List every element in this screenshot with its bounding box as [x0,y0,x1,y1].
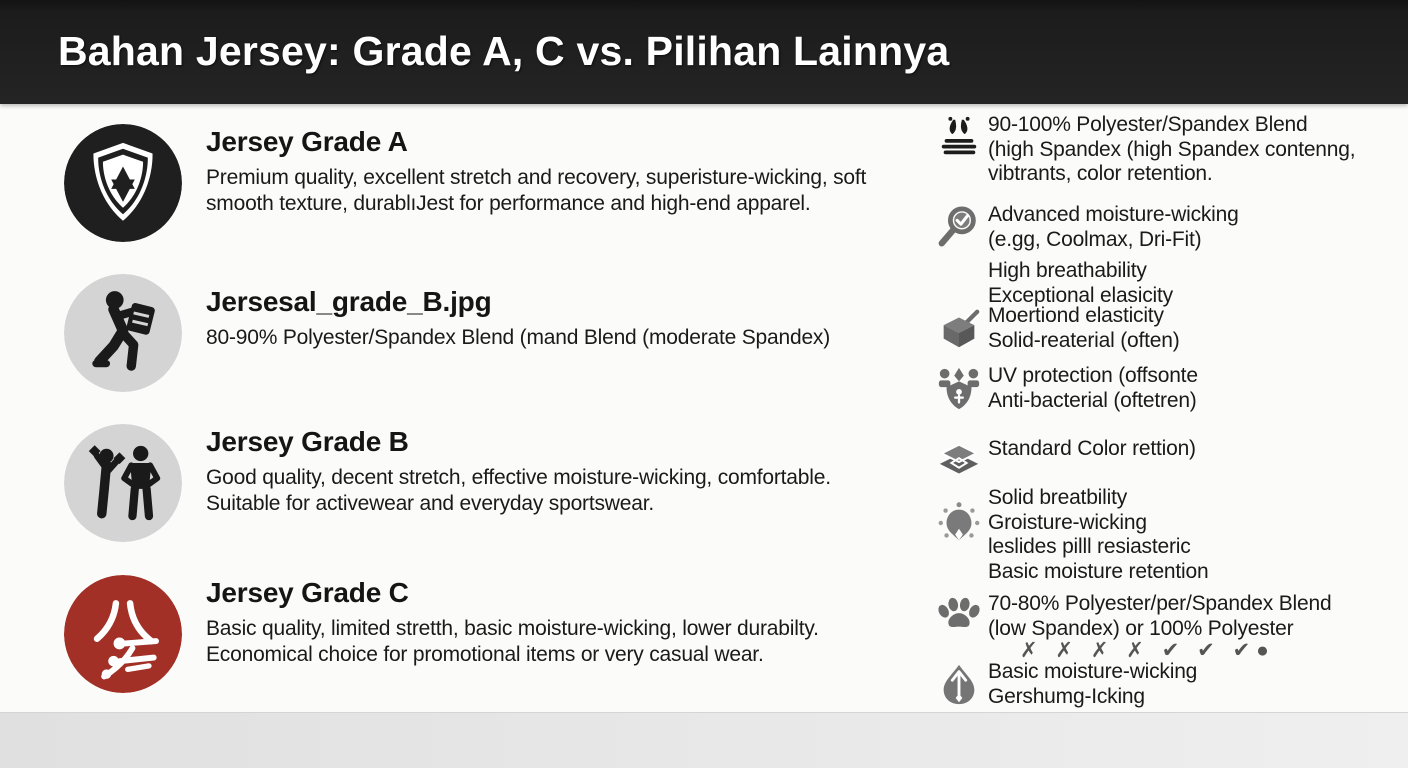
feature-line: Groisture-wicking [988,510,1147,534]
feature-line: (low Spandex) or 100% Polyester [988,616,1294,640]
feature-line: Basic moisture retention [988,559,1209,583]
grade-c-title: Jersey Grade C [206,577,409,608]
feature-elasticity [936,304,1180,353]
grade-b-image-title: Jersesal_grade_B.jpg [206,286,492,317]
page-title: Bahan Jersey: Grade A, C vs. Pilihan Lainnya [58,28,950,74]
feature-uv-protection-text [988,364,1198,413]
grade-a-text [206,124,866,217]
magnifier-check-icon [936,205,982,251]
feature-line: 90-100% Polyester/Spandex Blend [988,113,1308,136]
grade-b-image-text [206,274,830,351]
feature-blend-high [936,113,1355,187]
drop-arrow-icon [936,662,982,708]
grade-b-text [206,424,831,517]
feature-line: Solid-reaterial (often) [988,328,1180,352]
bulb-gear-icon [936,500,982,546]
feature-moisture-basic [936,660,1197,709]
grade-c-line2: Economical choice for promotional items or very casual wear. [206,643,764,666]
feature-moisture-advanced-text [988,203,1239,252]
feature-line: Gershumg-Icking [988,684,1145,708]
abstract-branch-icon [64,575,182,693]
grade-c-text [206,575,819,668]
feature-color-text [988,437,1196,462]
feature-line: High breathability [988,259,1147,282]
feature-line: leslides pilll resiasteric [988,535,1191,558]
grade-b-image-line1: 80-90% Polyester/Spandex Blend (mand Blend (moderate Spandex) [206,326,831,349]
paw-icon [936,594,982,640]
feature-moisture-basic-text [988,660,1197,709]
feature-line: Moertiond elasticity [988,304,1164,327]
grade-a-row [64,124,866,242]
box-pencil-icon [936,306,982,352]
feature-line: (e.gg, Coolmax, Dri-Fit) [988,227,1202,251]
feature-line: 70-80% Polyester/per/Spandex Blend [988,592,1332,615]
grade-b-row [64,424,831,542]
feature-line: Solid breatbility [988,486,1128,509]
feature-line: UV protection (offsonte [988,364,1198,387]
feature-breathability [982,259,1173,308]
fabric-layers-icon [936,115,982,161]
feature-line: Standard Color rettion) [988,437,1196,460]
stacked-diamonds-icon [936,439,982,485]
feature-line: vibtrants, color retention. [988,162,1213,185]
two-people-icon [64,424,182,542]
grade-c-line1: Basic quality, limited stretth, basic moisture-wicking, lower durabilty. [206,617,819,640]
feature-line: Basic moisture-wicking [988,660,1198,683]
shield-star-icon [64,124,182,242]
feature-line: Exceptional elasicity [988,283,1173,307]
grade-b-line1: Good quality, decent stretch, effective moisture-wicking, comfortable. [206,466,831,489]
runner-icon [64,274,182,392]
feature-color [936,437,1196,485]
people-shield-icon [936,366,982,412]
feature-breathability-text [988,259,1173,308]
grade-a-line1: Premium quality, excellent stretch and recovery, superisture-wicking, soft [206,166,867,189]
grade-a-line2: smooth texture, durablıJest for performance and high-end apparel. [206,192,811,215]
grade-b-title: Jersey Grade B [206,426,409,457]
feature-line: Anti-bacterial (oftetren) [988,388,1197,412]
grade-a-title: Jersey Grade A [206,126,408,157]
feature-blend-high-text [988,113,1355,187]
feature-blend-low-text [988,592,1331,641]
feature-uv-protection [936,364,1198,413]
feature-solid-breathability-text [988,486,1208,584]
bottom-band [0,712,1408,768]
rating-glyphs: ✗ ✗ ✗ ✗ ✔ ✔ ✔● [1020,639,1275,662]
grade-c-row [64,575,819,693]
header [0,0,1408,104]
feature-line: (high Spandex (high Spandex contenng, [988,137,1356,161]
grade-b-image-row [64,274,830,392]
feature-solid-breathability [936,486,1208,584]
feature-line: Advanced moisture-wicking [988,203,1239,226]
grade-b-line2: Suitable for activewear and everyday sportswear. [206,492,654,515]
feature-elasticity-text [988,304,1180,353]
feature-blend-low [936,592,1331,641]
feature-moisture-advanced [936,203,1239,252]
